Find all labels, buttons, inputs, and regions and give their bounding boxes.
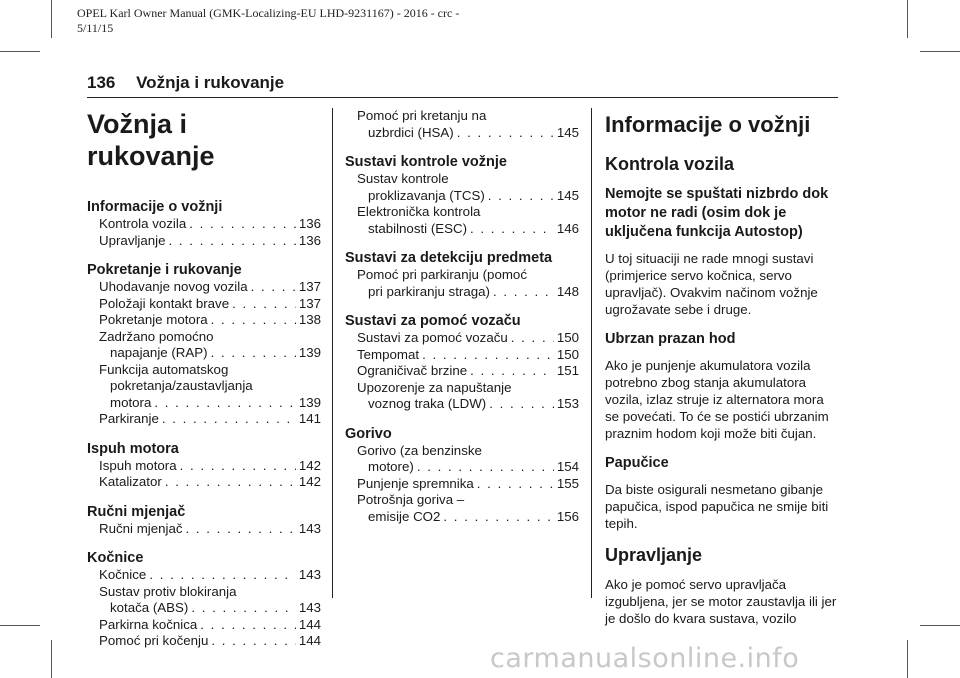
toc-page-number: 138 [298, 312, 321, 327]
toc-list [345, 153, 579, 525]
toc-entry-label: Pomoć pri kretanju na [357, 108, 487, 123]
toc-section-heading: Pokretanje i rukovanje [87, 262, 242, 278]
dot-leader [154, 395, 295, 412]
chapter-title: Vožnja i rukovanje [136, 73, 285, 92]
toc-section-heading: Sustavi za detekciju predmeta [345, 250, 553, 266]
dot-leader [211, 312, 296, 329]
toc-entry-label: Gorivo (za benzinske [357, 442, 482, 458]
toc-page-number: 143 [298, 567, 321, 582]
toc-page-number: 136 [298, 232, 321, 248]
toc-section-heading: Ručni mjenjač [87, 503, 186, 520]
dot-leader [422, 347, 554, 364]
toc-entry-label: pokretanja/zaustavljanja [110, 378, 253, 393]
toc-entry-label: Parkiranje [99, 411, 159, 426]
toc-entry[interactable] [345, 108, 579, 141]
toc-entry-label: motore) [368, 459, 414, 474]
toc-page-number: 143 [298, 600, 321, 615]
toc-entry[interactable] [87, 617, 321, 634]
toc-section-heading: Ispuh motora [87, 440, 179, 457]
idle-heading: Ubrzan prazan hod [605, 331, 736, 347]
toc-page-number: 141 [298, 411, 321, 426]
toc-entry[interactable] [87, 216, 321, 233]
toc-entry-label: Elektronička kontrola [357, 204, 481, 219]
toc-section-heading: Kočnice [87, 550, 144, 566]
descent-paragraph: U toj situaciji ne rade mnogi sustavi (primjerice servo kočnica, servo upravljač). Ovakvim načinom vožnje ugrožavate sebe i druge. [605, 251, 818, 317]
toc-entry[interactable] [345, 171, 579, 204]
toc-column-1 [87, 108, 321, 650]
dot-leader [200, 617, 296, 634]
toc-entry-label: kotača (ABS) [110, 600, 189, 615]
crop-mark [907, 0, 908, 38]
toc-entry[interactable] [87, 233, 321, 250]
toc-entry-label: pri parkiranju straga) [368, 283, 490, 299]
toc-page-number: 139 [298, 394, 321, 410]
crop-mark [920, 51, 960, 52]
toc-entry-label: Funkcija automatskog [99, 361, 229, 377]
crop-mark [907, 640, 908, 678]
toc-entry[interactable] [87, 296, 321, 313]
subsection-title: Upravljanje [605, 545, 703, 565]
toc-list [345, 108, 579, 141]
dot-leader [457, 125, 554, 142]
toc-page-number: 137 [298, 279, 321, 294]
dot-leader [470, 363, 554, 380]
toc-entry-label: Kočnice [99, 567, 147, 582]
toc-section-heading: Sustavi za pomoć vozaču [345, 313, 521, 329]
section-title: Informacije o vožnji [605, 112, 811, 137]
header-line: OPEL Karl Owner Manual (GMK-Localizing-EU LHD-9231167) - 2016 - crc - [77, 6, 460, 20]
toc-entry[interactable] [87, 312, 321, 329]
dot-leader [189, 216, 296, 233]
toc-entry-label: Pomoć pri parkiranju (pomoć [357, 267, 527, 282]
toc-entry-label: Sustav kontrole [357, 171, 449, 186]
toc-section-heading: Sustavi kontrole vožnje [345, 154, 507, 170]
dot-leader [493, 284, 554, 301]
toc-entry-label: stabilnosti (ESC) [368, 220, 468, 236]
crop-mark [920, 625, 960, 626]
toc-entry-label: Sustavi za pomoć vozaču [357, 330, 508, 345]
toc-entry-label: motora [110, 394, 152, 410]
toc-entry-label: proklizavanja (TCS) [368, 187, 485, 203]
toc-list [87, 198, 321, 650]
toc-entry-label: Punjenje spremnika [357, 475, 474, 491]
watermark: carmanualsonline.info [490, 643, 800, 674]
toc-entry-label: Ograničivač brzine [357, 363, 468, 378]
toc-page-number: 142 [298, 457, 321, 473]
toc-entry-label: Upozorenje za napuštanje [357, 379, 512, 395]
dot-leader [488, 188, 554, 205]
toc-entry[interactable] [345, 380, 579, 413]
toc-page-number: 142 [298, 474, 321, 489]
column-divider [591, 108, 592, 598]
toc-entry[interactable] [87, 362, 321, 412]
crop-mark [0, 51, 40, 52]
pedals-heading: Papučice [605, 455, 669, 471]
toc-entry[interactable] [87, 329, 321, 362]
toc-page-number: 143 [298, 520, 321, 536]
pedals-paragraph: Da biste osigurali nesmetano gibanje papučica, ispod papučica ne smije biti tepih. [605, 482, 829, 531]
toc-entry-label: voznog traka (LDW) [368, 396, 487, 411]
toc-entry-label: Uhodavanje novog vozila [99, 279, 248, 294]
toc-section-heading: Gorivo [345, 425, 392, 442]
dot-leader [477, 476, 554, 493]
toc-column-2 [345, 108, 579, 525]
main-title: Vožnja i rukovanje [87, 109, 215, 171]
toc-entry-label: Zadržano pomoćno [99, 328, 214, 344]
toc-page-number: 156 [556, 508, 579, 524]
page-header [87, 73, 284, 93]
toc-page-number: 144 [298, 633, 321, 648]
toc-entry[interactable] [87, 474, 321, 491]
toc-page-number: 148 [556, 283, 579, 299]
content-column [605, 112, 841, 639]
dot-leader [169, 233, 296, 250]
toc-page-number: 145 [556, 124, 579, 140]
column-divider [332, 108, 333, 598]
steering-paragraph: Ako je pomoć servo upravljača izgubljena, jer se motor zaustavlja ili jer je došlo do kvara sustava, vozilo [605, 577, 837, 626]
document-header [77, 6, 577, 36]
toc-page-number: 144 [298, 616, 321, 632]
toc-entry[interactable] [87, 584, 321, 617]
page-number: 136 [87, 73, 116, 92]
toc-entry[interactable] [345, 204, 579, 237]
dot-leader [186, 521, 296, 538]
dot-leader [417, 459, 554, 476]
toc-entry-label: Parkirna kočnica [99, 616, 198, 632]
dot-leader [470, 221, 554, 238]
toc-page-number: 153 [556, 396, 579, 411]
dot-leader [165, 474, 296, 491]
toc-page-number: 154 [556, 459, 579, 474]
crop-mark [51, 640, 52, 678]
dot-leader [489, 396, 554, 413]
toc-entry[interactable] [87, 633, 321, 650]
toc-entry[interactable] [345, 492, 579, 525]
toc-entry-label: Položaji kontakt brave [99, 295, 230, 311]
subsection-title: Kontrola vozila [605, 154, 735, 174]
toc-entry-label: Upravljanje [99, 232, 166, 248]
dot-leader [149, 567, 296, 584]
toc-entry[interactable] [87, 521, 321, 538]
toc-page-number: 145 [556, 187, 579, 203]
header-rule [87, 97, 838, 98]
dot-leader [232, 296, 296, 313]
toc-page-number: 155 [556, 475, 579, 491]
toc-entry-label: uzbrdici (HSA) [368, 124, 454, 140]
toc-page-number: 150 [556, 346, 579, 362]
toc-entry[interactable] [345, 267, 579, 300]
toc-entry-label: Ručni mjenjač [99, 520, 183, 536]
toc-page-number: 137 [298, 295, 321, 311]
toc-page-number: 146 [556, 220, 579, 236]
crop-mark [51, 0, 52, 38]
toc-page-number: 151 [556, 363, 579, 378]
toc-entry-label: napajanje (RAP) [110, 345, 208, 360]
toc-entry-label: Tempomat [357, 346, 420, 362]
crop-mark [0, 625, 40, 626]
dot-leader [180, 458, 296, 475]
toc-entry[interactable] [87, 279, 321, 296]
toc-entry[interactable] [87, 458, 321, 475]
idle-paragraph: Ako je punjenje akumulatora vozila potrebno zbog stanja akumulatora vozila, izlaz struje iz alternatora mora se povećati. To će se postići ubrzanim praznim hodom koji može biti čujan. [605, 358, 829, 441]
dot-leader [162, 411, 296, 428]
dot-leader [251, 279, 296, 296]
toc-entry[interactable] [345, 476, 579, 493]
toc-entry-label: Ispuh motora [99, 457, 177, 473]
dot-leader [211, 345, 296, 362]
toc-entry[interactable] [345, 347, 579, 364]
toc-entry[interactable] [87, 567, 321, 584]
toc-entry-label: Sustav protiv blokiranja [99, 583, 237, 599]
dot-leader [211, 633, 295, 650]
descent-heading: Nemojte se spuštati nizbrdo dok motor ne radi (osim dok je uključena funkcija Autostop) [605, 186, 829, 240]
toc-entry-label: Potrošnja goriva – [357, 492, 465, 507]
toc-entry[interactable] [87, 411, 321, 428]
dot-leader [443, 509, 553, 526]
dot-leader [191, 600, 295, 617]
toc-page-number: 150 [556, 330, 579, 345]
header-line: 5/11/15 [77, 21, 114, 35]
toc-entry-label: Pomoć pri kočenju [99, 633, 209, 648]
toc-entry[interactable] [345, 443, 579, 476]
toc-entry-label: Pokretanje motora [99, 312, 208, 327]
dot-leader [511, 330, 554, 347]
toc-page-number: 139 [298, 345, 321, 360]
toc-entry-label: Katalizator [99, 474, 162, 489]
toc-entry-label: emisije CO2 [368, 508, 441, 524]
toc-entry[interactable] [345, 330, 579, 347]
toc-entry-label: Kontrola vozila [99, 216, 187, 231]
toc-section-heading: Informacije o vožnji [87, 199, 223, 215]
toc-page-number: 136 [298, 216, 321, 231]
toc-entry[interactable] [345, 363, 579, 380]
